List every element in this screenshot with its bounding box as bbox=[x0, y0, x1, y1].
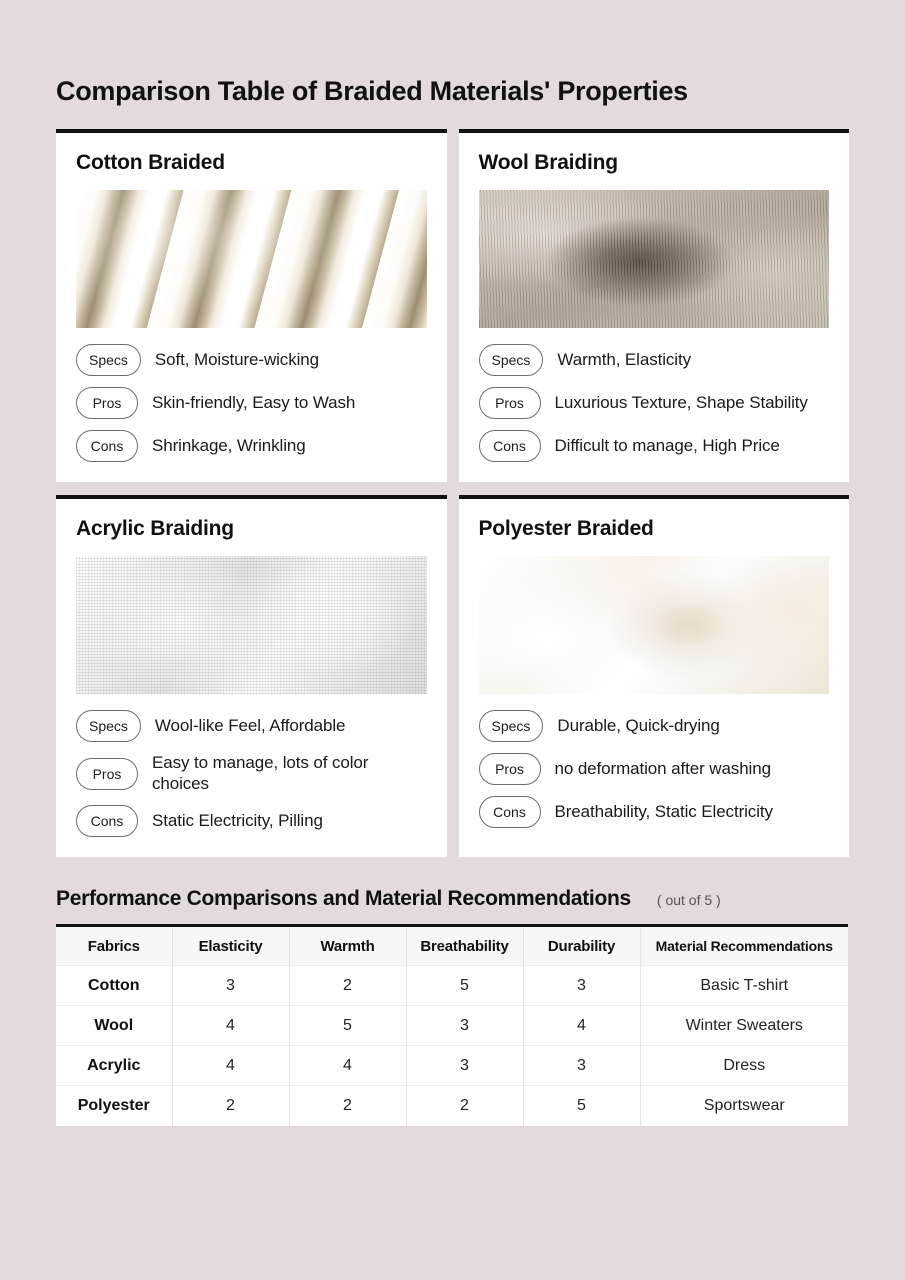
spec-list bbox=[76, 344, 427, 462]
table-row bbox=[56, 1086, 848, 1126]
cell-fabric: Cotton bbox=[56, 966, 172, 1006]
page-title: Comparison Table of Braided Materials' Properties bbox=[56, 76, 688, 106]
table-header-row bbox=[56, 926, 848, 966]
col-header-warmth: Warmth bbox=[289, 926, 406, 966]
cell-warmth: 2 bbox=[289, 1086, 406, 1126]
spec-label-pill: Specs bbox=[479, 344, 544, 376]
spec-row bbox=[479, 753, 830, 785]
cell-recommendation: Dress bbox=[640, 1046, 848, 1086]
card-title: Polyester Braided bbox=[478, 517, 654, 541]
acrylic-braiding-fabric-photo bbox=[76, 556, 427, 694]
pros-value: no deformation after washing bbox=[554, 759, 771, 779]
spec-row bbox=[76, 805, 427, 837]
col-header-recommendations: Material Recommendations bbox=[640, 926, 848, 966]
card-title: Acrylic Braiding bbox=[76, 517, 234, 541]
polyester-braided-fabric-photo bbox=[479, 556, 830, 694]
spec-row bbox=[479, 710, 830, 742]
cell-elasticity: 3 bbox=[172, 966, 289, 1006]
performance-table bbox=[56, 924, 848, 1126]
cell-warmth: 4 bbox=[289, 1046, 406, 1086]
spec-list bbox=[479, 710, 830, 828]
pros-label-pill: Pros bbox=[76, 387, 138, 419]
spec-row bbox=[479, 387, 830, 419]
cell-durability: 3 bbox=[523, 1046, 640, 1086]
pros-value: Luxurious Texture, Shape Stability bbox=[554, 392, 808, 412]
cons-value: Breathability, Static Electricity bbox=[554, 802, 773, 822]
pros-value: Skin-friendly, Easy to Wash bbox=[152, 392, 356, 412]
cons-label-pill: Cons bbox=[76, 430, 138, 462]
pros-label-pill: Pros bbox=[479, 387, 541, 419]
spec-label-pill: Specs bbox=[76, 710, 141, 742]
cell-fabric: Wool bbox=[56, 1006, 172, 1046]
cell-breathability: 5 bbox=[406, 966, 523, 1006]
spec-value: Durable, Quick-drying bbox=[557, 716, 720, 736]
spec-row bbox=[76, 344, 427, 376]
table-header bbox=[56, 926, 848, 966]
col-header-fabrics: Fabrics bbox=[56, 926, 172, 966]
spec-label-pill: Specs bbox=[76, 344, 141, 376]
performance-title: Performance Comparisons and Material Recommendations bbox=[56, 887, 631, 911]
cell-elasticity: 4 bbox=[172, 1006, 289, 1046]
cell-warmth: 2 bbox=[289, 966, 406, 1006]
cell-fabric: Acrylic bbox=[56, 1046, 172, 1086]
table-body bbox=[56, 966, 848, 1126]
material-card-acrylic[interactable] bbox=[56, 495, 447, 857]
spec-row bbox=[76, 710, 427, 742]
card-title: Cotton Braided bbox=[76, 151, 225, 175]
spec-row bbox=[479, 796, 830, 828]
cell-elasticity: 4 bbox=[172, 1046, 289, 1086]
col-header-breathability: Breathability bbox=[406, 926, 523, 966]
out-of-five-note: ( out of 5 ) bbox=[656, 892, 721, 909]
col-header-elasticity: Elasticity bbox=[172, 926, 289, 966]
spec-list bbox=[76, 710, 427, 837]
pros-label-pill: Pros bbox=[76, 758, 138, 790]
spec-row bbox=[76, 753, 427, 794]
table-row bbox=[56, 1046, 848, 1086]
cell-durability: 4 bbox=[523, 1006, 640, 1046]
spec-row bbox=[76, 387, 427, 419]
spec-value: Wool-like Feel, Affordable bbox=[154, 716, 346, 736]
col-header-durability: Durability bbox=[523, 926, 640, 966]
cell-recommendation: Winter Sweaters bbox=[640, 1006, 848, 1046]
cell-durability: 5 bbox=[523, 1086, 640, 1126]
card-title: Wool Braiding bbox=[478, 151, 618, 175]
cons-label-pill: Cons bbox=[76, 805, 138, 837]
spec-label-pill: Specs bbox=[479, 710, 544, 742]
cons-label-pill: Cons bbox=[479, 430, 541, 462]
cell-warmth: 5 bbox=[289, 1006, 406, 1046]
wool-braiding-fabric-photo bbox=[479, 190, 830, 328]
spec-row bbox=[76, 430, 427, 462]
pros-value: Easy to manage, lots of color choices bbox=[152, 753, 369, 793]
spec-value: Soft, Moisture-wicking bbox=[154, 349, 319, 369]
spec-row bbox=[479, 344, 830, 376]
cell-durability: 3 bbox=[523, 966, 640, 1006]
performance-section-header bbox=[56, 887, 849, 911]
cell-fabric: Polyester bbox=[56, 1086, 172, 1126]
cell-breathability: 3 bbox=[406, 1046, 523, 1086]
material-card-cotton[interactable] bbox=[56, 129, 447, 482]
material-card-grid bbox=[56, 129, 849, 857]
cons-value: Static Electricity, Pilling bbox=[152, 810, 323, 830]
table-row bbox=[56, 966, 848, 1006]
material-card-wool[interactable] bbox=[459, 129, 850, 482]
cell-elasticity: 2 bbox=[172, 1086, 289, 1126]
spec-list bbox=[479, 344, 830, 462]
cons-label-pill: Cons bbox=[479, 796, 541, 828]
cotton-braided-fabric-photo bbox=[76, 190, 427, 328]
cons-value: Shrinkage, Wrinkling bbox=[152, 435, 306, 455]
material-card-polyester[interactable] bbox=[459, 495, 850, 857]
spec-value: Warmth, Elasticity bbox=[557, 349, 692, 369]
table-row bbox=[56, 1006, 848, 1046]
cell-recommendation: Sportswear bbox=[703, 1096, 785, 1114]
cons-value: Difficult to manage, High Price bbox=[554, 435, 780, 455]
pros-label-pill: Pros bbox=[479, 753, 541, 785]
cell-breathability: 2 bbox=[406, 1086, 523, 1126]
spec-row bbox=[479, 430, 830, 462]
cell-recommendation: Basic T-shirt bbox=[640, 966, 848, 1006]
cell-breathability: 3 bbox=[406, 1006, 523, 1046]
